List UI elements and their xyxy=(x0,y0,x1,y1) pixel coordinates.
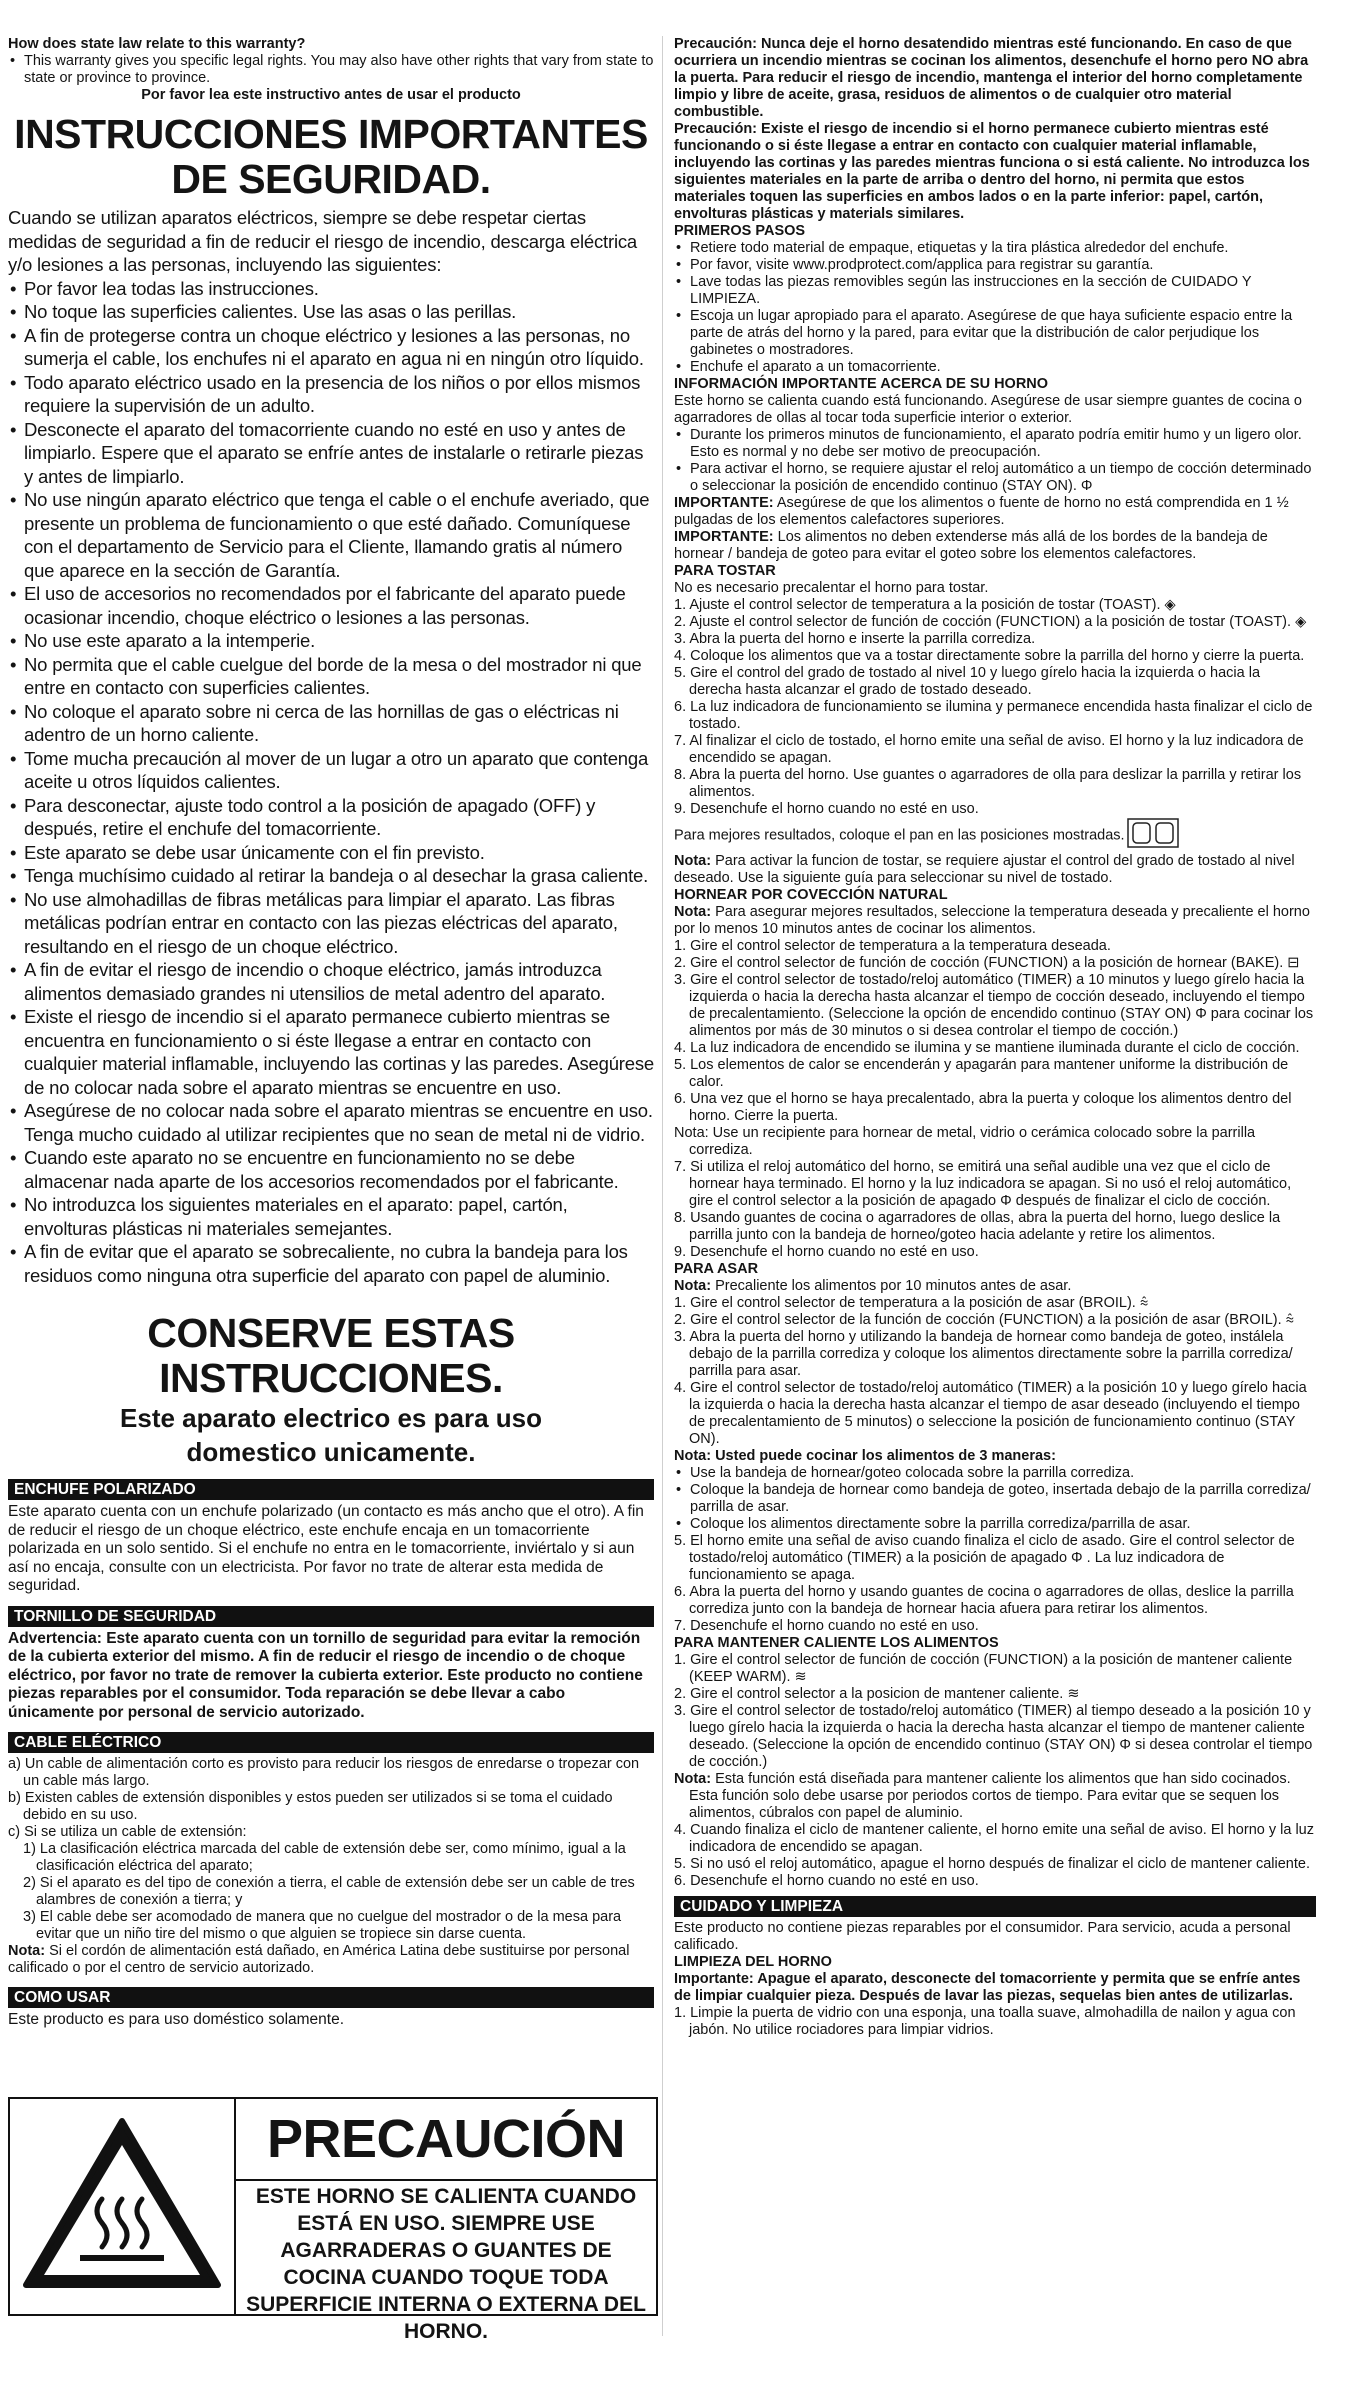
care-cleaning-text: Este producto no contiene piezas reparables por el consumidor. Para servicio, acuda a personal calificado. xyxy=(674,1920,1291,1953)
important-note-2 xyxy=(674,529,1316,563)
important-label-1: IMPORTANTE: xyxy=(674,495,774,511)
first-step-item: • Retiere todo material de empaque, etiquetas y la tira plástica alrededor del enchufe. xyxy=(674,240,1316,257)
keep-warm-step: 5. Si no usó el reloj automático, apague el horno después de finalizar el ciclo de mantener caliente. xyxy=(674,1856,1310,1872)
broil-way-item: • Coloque la bandeja de hornear como bandeja de goteo, insertada debajo de la parrilla corrediza/ parrilla de asar. xyxy=(674,1482,1316,1516)
broil-way-item: • Use la bandeja de hornear/goteo colocada sobre la parrilla corrediza. xyxy=(674,1465,1316,1482)
safety-item: • El uso de accesorios no recomendados por el fabricante del aparato puede ocasionar incendio, choque eléctrico o lesiones a las personas. xyxy=(8,582,654,629)
cord-item-b: b) Existen cables de extensión disponibles y estos pueden ser utilizados si se toma el cuidado debido en su uso. xyxy=(8,1790,613,1823)
safety-item: • No use este aparato a la intemperie. xyxy=(8,629,654,653)
keep-warm-heading: PARA MANTENER CALIENTE LOS ALIMENTOS xyxy=(674,1635,999,1651)
broil-step: 4. Gire el control selector de tostado/reloj automático (TIMER) a la posición 10 y luego gírelo hacia la izquierda o hacia la derecha hasta alcanzar el tiempo de asar deseado (incluyendo el tiempo de precalentamiento de 5 minutos) o seleccione la posición de funcionamiento continuo (STAY ON). xyxy=(674,1380,1307,1447)
domestic-use-notice xyxy=(8,1401,654,1469)
broil-ways-list xyxy=(674,1465,1316,1533)
keep-warm-note-text: Esta función está diseñada para mantener caliente los alimentos que han sido cocinados. Esta función solo debe usarse por periodos cortos de tiempo. Para evitar que se sequen los alimentos, cúbralos con papel de aluminio. xyxy=(689,1771,1291,1821)
caution-title: PRECAUCIÓN xyxy=(236,2099,656,2181)
oven-info-list xyxy=(674,427,1316,495)
safety-title-line2: DE SEGURIDAD. xyxy=(171,156,491,202)
toast-note-label: Nota: xyxy=(674,853,712,869)
hot-surface-warning-icon xyxy=(10,2099,236,2314)
bake-step: 5. Los elementos de calor se encenderán y apagarán para mantener uniforme la distribución de calor. xyxy=(674,1057,1289,1090)
safety-title xyxy=(8,112,654,202)
read-first-note: Por favor lea este instructivo antes de usar el producto xyxy=(141,87,521,103)
cord-item-a: a) Un cable de alimentación corto es provisto para reducir los riesgos de enredarse o tropezar con un cable más largo. xyxy=(8,1756,640,1789)
toast-heading: PARA TOSTAR xyxy=(674,563,776,579)
bake-step: 2. Gire el control selector de función de cocción (FUNCTION) a la posición de hornear (BAKE). ⊟ xyxy=(674,955,1300,971)
safety-item: • A fin de protegerse contra un choque eléctrico y lesiones a las personas, no sumerja el cable, los enchufes ni el aparato en agua ni en ningún otro líquido. xyxy=(8,324,654,371)
cord-note-text: Si el cordón de alimentación está dañado, en América Latina debe sustituirse por personal calificado o por el centro de servicio autorizado. xyxy=(8,1943,630,1976)
safety-item: • No use ningún aparato eléctrico que tenga el cable o el enchufe averiado, que presente un problema de funcionamiento o que esté dañado. Comuníquese con el departamento de Servicio para el Cliente, llamando gratis al número que aparece en la sección de Garantía. xyxy=(8,488,654,582)
oven-info-item: • Durante los primeros minutos de funcionamiento, el aparato podría emitir humo y un ligero olor. Esto es normal y no debe ser motivo de preocupación. xyxy=(674,427,1316,461)
safety-item: • A fin de evitar que el aparato se sobrecaliente, no cubra la bandeja para los residuos como ninguna otra superficie del aparato con papel de aluminio. xyxy=(8,1240,654,1287)
important-text-1: Asegúrese de que los alimentos o fuente de horno no está comprendida en 1 ½ pulgadas de los elementos calefactores superiores. xyxy=(674,495,1289,528)
how-to-use-heading: COMO USAR xyxy=(8,1987,654,2008)
keep-warm-step: 4. Cuando finaliza el ciclo de mantener caliente, el horno emite una señal de aviso. El horno y la luz indicadora de encendido se apagan. xyxy=(674,1822,1314,1855)
broil-step: 7. Desenchufe el horno cuando no esté en uso. xyxy=(674,1618,979,1634)
bake-note xyxy=(674,904,1316,938)
safety-item: • Asegúrese de no colocar nada sobre el aparato mientras se encuentre en uso. Tenga mucho cuidado al utilizar recipientes que no sean de metal ni de vidrio. xyxy=(8,1099,654,1146)
polarized-plug-text: Este aparato cuenta con un enchufe polarizado (un contacto es más ancho que el otro). A fin de reducir el riesgo de un choque eléctrico, este enchufe encaja en un tomacorriente polarizada en un solo sentido. Si el enchufe no entra en le tomacorriente, inviértalo y si aun así no encaja, consulte con un electricista. Por favor no trate de alterar esta medida de seguridad. xyxy=(8,1503,644,1594)
cord-item-c3: 3) El cable debe ser acomodado de manera que no cuelgue del mostrador o de la mesa para evitar que un niño tire del mismo o que alguien se tropiece sin darse cuenta. xyxy=(23,1909,622,1942)
safety-intro: Cuando se utilizan aparatos eléctricos, siempre se debe respetar ciertas medidas de seguridad a fin de reducir el riesgo de incendio, descarga eléctrica y/o lesiones a las personas, incluyendo las siguientes: xyxy=(8,207,637,275)
keep-warm-step: 2. Gire el control selector a la posicion de mantener caliente. ≋ xyxy=(674,1686,1080,1702)
first-steps-list xyxy=(674,240,1316,376)
broil-note-text: Precaliente los alimentos por 10 minutos antes de asar. xyxy=(711,1278,1072,1294)
broil-step: 5. El horno emite una señal de aviso cuando finaliza el ciclo de asado. Gire el control selector de tostado/reloj automático (TIMER) a la posición de apagado Φ . La luz indicadora de funcionamiento se apaga. xyxy=(674,1533,1295,1583)
safety-item: • No coloque el aparato sobre ni cerca de las hornillas de gas o eléctricas ni adentro de un horno caliente. xyxy=(8,700,654,747)
bake-step: 7. Si utiliza el reloj automático del horno, se emitirá una señal audible una vez que el ciclo de hornear haya terminado. El horno y la luz indicadora se apagan. Si no usó el reloj automático, gire el control selector a la posición de apagado Φ después de finalizar el ciclo de cocción. xyxy=(674,1159,1292,1209)
cord-item-c1: 1) La clasificación eléctrica marcada del cable de extensión debe ser, como mínimo, igual a la clasificación eléctrica del aparato; xyxy=(23,1841,626,1874)
power-cord-heading: CABLE ELÉCTRICO xyxy=(8,1732,654,1753)
toast-step: 6. La luz indicadora de funcionamiento se ilumina y permanece encendida hasta finalizar el ciclo de tostado. xyxy=(674,699,1313,732)
toast-step: 2. Ajuste el control selector de función de cocción (FUNCTION) a la posición de tostar (TOAST). ◈ xyxy=(674,614,1307,630)
conserve-title: CONSERVE ESTAS INSTRUCCIONES. xyxy=(147,1310,515,1401)
broil-heading: PARA ASAR xyxy=(674,1261,759,1277)
oven-info-heading: INFORMACIÓN IMPORTANTE ACERCA DE SU HORNO xyxy=(674,376,1049,392)
first-steps-heading: PRIMEROS PASOS xyxy=(674,223,806,239)
how-to-use-text: Este producto es para uso doméstico solamente. xyxy=(8,2011,345,2028)
broil-step: 1. Gire el control selector de temperatura a la posición de asar (BROIL). ⩯ xyxy=(674,1295,1149,1311)
bake-step: 9. Desenchufe el horno cuando no esté en uso. xyxy=(674,1244,979,1260)
cord-item-c2: 2) Si el aparato es del tipo de conexión a tierra, el cable de extensión debe ser un cable de tres alambres de conexión a tierra; y xyxy=(23,1875,635,1908)
toast-note xyxy=(674,853,1316,887)
toast-step: 5. Gire el control del grado de tostado al nivel 10 y luego gírelo hacia la izquierda o hacia la derecha hasta alcanzar el grado de tostado deseado. xyxy=(674,665,1261,698)
safety-item: • Cuando este aparato no se encuentre en funcionamiento no se debe almacenar nada aparte de los accesorios recomendados por el fabricante. xyxy=(8,1146,654,1193)
warranty-question: How does state law relate to this warranty? xyxy=(8,36,306,52)
domestic-line1: Este aparato electrico es para uso xyxy=(120,1403,542,1433)
broil-note-label: Nota: xyxy=(674,1278,712,1294)
hot-surface-triangle-icon xyxy=(10,2099,234,2314)
domestic-line2: domestico unicamente. xyxy=(186,1437,476,1467)
safety-item: • No use almohadillas de fibras metálicas para limpiar el aparato. Las fibras metálicas podrían entrar en contacto con las piezas eléctricas del aparato, resultando en el riesgo de un choque eléctrico. xyxy=(8,888,654,959)
safety-item: • A fin de evitar el riesgo de incendio o choque eléctrico, jamás introduzca alimentos demasiado grandes ni utensilios de metal adentro del aparato. xyxy=(8,958,654,1005)
cord-item-c: c) Si se utiliza un cable de extensión: xyxy=(8,1824,247,1840)
toast-step: 4. Coloque los alimentos que va a tostar directamente sobre la parrilla del horno y cierre la puerta. xyxy=(674,648,1305,664)
toast-steps xyxy=(674,597,1316,818)
safety-title-line1: INSTRUCCIONES IMPORTANTES xyxy=(14,111,648,157)
safety-item: • No introduzca los siguientes materiales en el aparato: papel, cartón, envolturas plásticas ni materiales semejantes. xyxy=(8,1193,654,1240)
cord-note-label: Nota: xyxy=(8,1943,46,1959)
bake-note-text: Para asegurar mejores resultados, seleccione la temperatura deseada y precaliente el horno por lo menos 10 minutos antes de cocinar los alimentos. xyxy=(674,904,1310,937)
bake-note-label: Nota: xyxy=(674,904,712,920)
bake-note-2: Nota: Use un recipiente para hornear de metal, vidrio o cerámica colocado sobre la parrilla corrediza. xyxy=(674,1125,1256,1158)
cord-note xyxy=(8,1943,654,1977)
safety-item: • Desconecte el aparato del tomacorriente cuando no esté en uso y antes de limpiarlo. Espere que el aparato se enfríe antes de instalarle o retirarle piezas y antes de limpiarlo. xyxy=(8,418,654,489)
bake-step: 3. Gire el control selector de tostado/reloj automático (TIMER) a 10 minutos y luego gírelo hacia la izquierda o hacia la derecha hasta alcanzar el tiempo de cocción deseado, incluyendo el tiempo de precalentamiento. (Seleccione la opción de encendido continuo (STAY ON) Φ para cocinar los alimentos por más de 30 minutos o si desea controlar el tiempo de cocción.) xyxy=(674,972,1314,1039)
oven-cleaning-heading: LIMPIEZA DEL HORNO xyxy=(674,1954,832,1970)
safety-screw-heading: TORNILLO DE SEGURIDAD xyxy=(8,1606,654,1627)
toast-step: 8. Abra la puerta del horno. Use guantes o agarradores de olla para deslizar la parrilla y retirar los alimentos. xyxy=(674,767,1302,800)
broil-note-2: Nota: Usted puede cocinar los alimentos de 3 maneras: xyxy=(674,1448,1056,1464)
first-step-item: • Escoja un lugar apropiado para el aparato. Asegúrese de que haya suficiente espacio entre la parte de atrás del horno y la pared, para evitar que la distribución de calor perjudique los gabinetes o mostradores. xyxy=(674,308,1316,359)
safety-item: • Todo aparato eléctrico usado en la presencia de los niños o por ellos mismos requiere la supervisión de un adulto. xyxy=(8,371,654,418)
broil-step: 6. Abra la puerta del horno y usando guantes de cocina o agarradores de ollas, deslice la parrilla corrediza junto con la bandeja de hornear hacia afuera para retirar los alimentos. xyxy=(674,1584,1294,1617)
care-cleaning-heading: CUIDADO Y LIMPIEZA xyxy=(674,1896,1316,1917)
toast-best-text: Para mejores resultados, coloque el pan en las posiciones mostradas. xyxy=(674,827,1125,844)
toast-step: 7. Al finalizar el ciclo de tostado, el horno emite una señal de aviso. El horno y la luz indicadora de encendido se apagan. xyxy=(674,733,1304,766)
bake-step: 1. Gire el control selector de temperatura a la temperatura deseada. xyxy=(674,938,1111,954)
safety-item: • Existe el riesgo de incendio si el aparato permanece cubierto mientras se encuentra en funcionamiento o si éste llegase a entrar en contacto con cualquier material inflamable, incluyendo las cortinas y las paredes. Asegúrese de no colocar nada sobre el aparato mientras se encuentre en uso. xyxy=(8,1005,654,1099)
power-cord-list xyxy=(8,1756,654,1943)
toast-intro: No es necesario precalentar el horno para tostar. xyxy=(674,580,989,596)
toast-note-text: Para activar la funcion de tostar, se requiere ajustar el control del grado de tostado al nivel deseado. Use la siguiente guía para seleccionar su nivel de tostado. xyxy=(674,853,1295,886)
bake-step: 8. Usando guantes de cocina o agarradores de ollas, abra la puerta del horno, luego deslice la parrilla junto con la bandeja de horneo/goteo hacia adelante y retire los alimentos. xyxy=(674,1210,1281,1243)
keep-warm-step: 1. Gire el control selector de función de cocción (FUNCTION) a la posición de mantener caliente (KEEP WARM). ≋ xyxy=(674,1652,1293,1685)
safety-list xyxy=(8,277,654,1288)
bake-steps-2 xyxy=(674,1159,1316,1261)
bake-heading: HORNEAR POR COVECCIÓN NATURAL xyxy=(674,887,948,903)
important-label-2: IMPORTANTE: xyxy=(674,529,774,545)
left-column xyxy=(8,36,654,2028)
first-step-item: • Por favor, visite www.prodprotect.com/applica para registrar su garantía. xyxy=(674,257,1316,274)
oven-info-item: • Para activar el horno, se requiere ajustar el reloj automático a un tiempo de cocción determinado o seleccionar la posición de encendido continuo (STAY ON). Φ xyxy=(674,461,1316,495)
first-step-item: • Lave todas las piezas removibles según las instrucciones en la sección de CUIDADO Y LIMPIEZA. xyxy=(674,274,1316,308)
caution-paragraph-1: Precaución: Nunca deje el horno desatendido mientras esté funcionando. En caso de que ocurriera un incendio mientras se cocinan los alimentos, desenchufe el horno pero NO abra la puerta. Para reducir el riesgo de incendio, mantenga el interior del horno completamente limpio y libre de aceite, grasa, residuos de alimentos o de cualquier otro material combustible. xyxy=(674,36,1309,120)
caution-box xyxy=(8,2097,658,2343)
bread-position-icon xyxy=(1127,818,1179,853)
bake-step: 4. La luz indicadora de encendido se ilumina y se mantiene iluminada durante el ciclo de cocción. xyxy=(674,1040,1300,1056)
caution-paragraph-2: Precaución: Existe el riesgo de incendio si el horno permanece cubierto mientras esté funcionando o si éste llegase a entrar en contacto con cualquier material inflamable, incluyendo las cortinas y las paredes mientras funciona o si está caliente. No introduzca los siguientes materiales en la parte de arriba o dentro del horno, ni permita que estos materiales toquen las superficies en ambos lados o en la parte inferior: papel, cartón, envolturas plásticas y materials similares. xyxy=(674,121,1310,222)
polarized-plug-heading: ENCHUFE POLARIZADO xyxy=(8,1479,654,1500)
toast-step: 1. Ajuste el control selector de temperatura a la posición de tostar (TOAST). ◈ xyxy=(674,597,1176,613)
broil-steps xyxy=(674,1295,1316,1448)
safety-item: • Este aparato se debe usar únicamente con el fin previsto. xyxy=(8,841,654,865)
safety-item: • Para desconectar, ajuste todo control a la posición de apagado (OFF) y después, retire el enchufe del tomacorriente. xyxy=(8,794,654,841)
keep-warm-step: 3. Gire el control selector de tostado/reloj automático (TIMER) al tiempo deseado a la posición 10 y luego gírelo hacia la izquierda o hacia la derecha hasta alcanzar el tiempo de mantener caliente deseado. (Seleccione la opción de encendido continuo (STAY ON) Φ si desea controlar el tiempo de cocción.) xyxy=(674,1703,1313,1770)
keep-warm-step: 6. Desenchufe el horno cuando no esté en uso. xyxy=(674,1873,979,1889)
broil-way-item: • Coloque los alimentos directamente sobre la parrilla corrediza/parrilla de asar. xyxy=(674,1516,1316,1533)
column-divider xyxy=(662,36,663,2336)
broil-steps-2 xyxy=(674,1533,1316,1635)
safety-item: • Tome mucha precaución al mover de un lugar a otro un aparato que contenga aceite u otros líquidos calientes. xyxy=(8,747,654,794)
bake-step: 6. Una vez que el horno se haya precalentado, abra la puerta y coloque los alimentos dentro del horno. Cierre la puerta. xyxy=(674,1091,1292,1124)
safety-screw-text: Advertencia: Este aparato cuenta con un tornillo de seguridad para evitar la remoción de la cubierta exterior del mismo. A fin de reducir el riesgo de incendio o de choque eléctrico, por favor no trate de remover la cubierta exterior. Este producto no contiene piezas reparables por el consumidor. Toda reparación se debe llevar a cabo únicamente por personal de servicio autorizado. xyxy=(8,1629,643,1721)
safety-item: • Tenga muchísimo cuidado al retirar la bandeja o al desechar la grasa caliente. xyxy=(8,864,654,888)
oven-info-text: Este horno se calienta cuando está funcionando. Asegúrese de usar siempre guantes de cocina o agarradores de ollas al tocar toda superficie interior o exterior. xyxy=(674,393,1302,426)
keep-warm-steps xyxy=(674,1652,1316,1771)
cleaning-step-1: 1. Limpie la puerta de vidrio con una esponja, una toalla suave, almohadilla de nailon y agua con jabón. No utilice rociadores para limpiar vidrios. xyxy=(674,2005,1296,2038)
broil-step: 3. Abra la puerta del horno y utilizando la bandeja de hornear como bandeja de goteo, instálela debajo de la parrilla corrediza y coloque los alimentos directamente sobre la parrilla corrediza/ parrilla para asar. xyxy=(674,1329,1293,1379)
cleaning-important: Importante: Apague el aparato, desconecte del tomacorriente y permita que se enfríe antes de limpiar cualquier pieza. Después de lavar las piezas, sequelas bien antes de utilizarlas. xyxy=(674,1971,1301,2004)
broil-step: 2. Gire el control selector de la función de cocción (FUNCTION) a la posición de asar (BROIL). ⩯ xyxy=(674,1312,1295,1328)
important-note-1 xyxy=(674,495,1316,529)
warranty-answer-list xyxy=(8,53,654,87)
caution-text: ESTE HORNO SE CALIENTA CUANDO ESTÁ EN USO. SIEMPRE USE AGARRADERAS O GUANTES DE COCINA CUANDO TOQUE TODA SUPERFICIE INTERNA O EXTERNA DEL HORNO. xyxy=(246,2185,646,2343)
keep-warm-note xyxy=(674,1771,1316,1822)
toast-step: 3. Abra la puerta del horno e inserte la parrilla corrediza. xyxy=(674,631,1036,647)
toast-best-results xyxy=(674,818,1316,853)
right-column xyxy=(674,36,1316,2039)
safety-item: • No permita que el cable cuelgue del borde de la mesa o del mostrador ni que entre en contacto con superficies calientes. xyxy=(8,653,654,700)
important-text-2: Los alimentos no deben extenderse más allá de los bordes de la bandeja de hornear / bandeja de goteo para evitar el goteo sobre los elementos calefactores. xyxy=(674,529,1268,562)
keep-warm-steps-2 xyxy=(674,1822,1316,1890)
toast-step: 9. Desenchufe el horno cuando no esté en uso. xyxy=(674,801,979,817)
keep-warm-note-label: Nota: xyxy=(674,1771,712,1787)
first-step-item: • Enchufe el aparato a un tomacorriente. xyxy=(674,359,1316,376)
warranty-answer: • This warranty gives you specific legal rights. You may also have other rights that vary from state to state or province to province. xyxy=(8,53,654,87)
safety-item: • No toque las superficies calientes. Use las asas o las perillas. xyxy=(8,300,654,324)
bake-steps xyxy=(674,938,1316,1125)
safety-item: • Por favor lea todas las instrucciones. xyxy=(8,277,654,301)
broil-note xyxy=(674,1278,1316,1295)
